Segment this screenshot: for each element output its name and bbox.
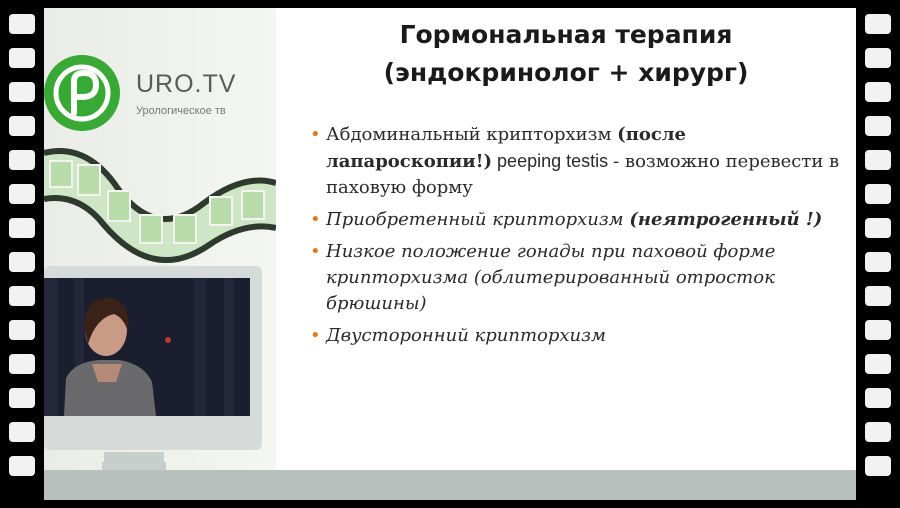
slide-title xyxy=(276,16,856,92)
bullet-item xyxy=(310,207,840,233)
film-hole xyxy=(9,388,35,408)
bullet-item xyxy=(310,122,840,201)
film-hole xyxy=(865,48,891,68)
brand-panel xyxy=(44,8,276,470)
film-hole xyxy=(865,82,891,102)
film-hole xyxy=(9,116,35,136)
bullet-text: - возможно перевести в паховую форму xyxy=(326,151,840,198)
film-hole xyxy=(865,388,891,408)
logo-subtitle: Урологическое тв xyxy=(136,105,226,117)
film-hole xyxy=(865,422,891,442)
presenter-monitor xyxy=(44,266,262,450)
film-hole xyxy=(9,150,35,170)
film-hole xyxy=(9,82,35,102)
film-hole xyxy=(865,286,891,306)
bullet-text: Абдоминальный крипторхизм xyxy=(326,124,618,145)
film-hole xyxy=(9,320,35,340)
monitor-base xyxy=(102,462,166,470)
film-hole xyxy=(9,252,35,272)
film-strip-right xyxy=(856,0,900,508)
bullet-sans-text: peeping testis xyxy=(492,151,614,171)
bullet-list xyxy=(310,122,840,355)
slide-title-line1: Гормональная терапия xyxy=(399,20,733,49)
bullet-text: Приобретенный крипторхизм xyxy=(326,209,630,230)
uro-tv-logo-icon xyxy=(44,55,120,131)
slide-content xyxy=(276,8,856,470)
logo-name: URO.TV xyxy=(136,70,237,98)
film-hole xyxy=(865,320,891,340)
film-hole xyxy=(9,422,35,442)
bullet-bold-text: (после лапароскопии!) xyxy=(326,124,686,172)
film-reel-decoration xyxy=(44,133,276,263)
film-hole xyxy=(865,218,891,238)
film-hole xyxy=(9,48,35,68)
film-hole xyxy=(9,286,35,306)
film-strip-left xyxy=(0,0,44,508)
film-hole xyxy=(9,14,35,34)
film-hole xyxy=(865,116,891,136)
film-hole xyxy=(9,456,35,476)
film-hole xyxy=(9,354,35,374)
slide-title-line2: (эндокринолог + хирург) xyxy=(383,58,749,87)
bullet-item xyxy=(310,323,840,349)
film-hole xyxy=(865,150,891,170)
video-frame xyxy=(44,8,856,500)
film-hole xyxy=(865,184,891,204)
film-hole xyxy=(865,14,891,34)
bullet-text: Низкое положение гонады при паховой форме крипторхизма (облитерированный отросток брюшины) xyxy=(326,241,776,314)
bullet-bold-text: (неятрогенный !) xyxy=(629,209,823,230)
film-hole xyxy=(865,456,891,476)
monitor-stand xyxy=(104,452,164,462)
presenter-video xyxy=(44,278,250,416)
film-hole xyxy=(865,354,891,374)
bottom-band xyxy=(44,470,856,500)
bullet-text: Двусторонний крипторхизм xyxy=(326,325,606,346)
film-hole xyxy=(9,184,35,204)
bullet-item xyxy=(310,239,840,317)
film-hole xyxy=(865,252,891,272)
film-hole xyxy=(9,218,35,238)
